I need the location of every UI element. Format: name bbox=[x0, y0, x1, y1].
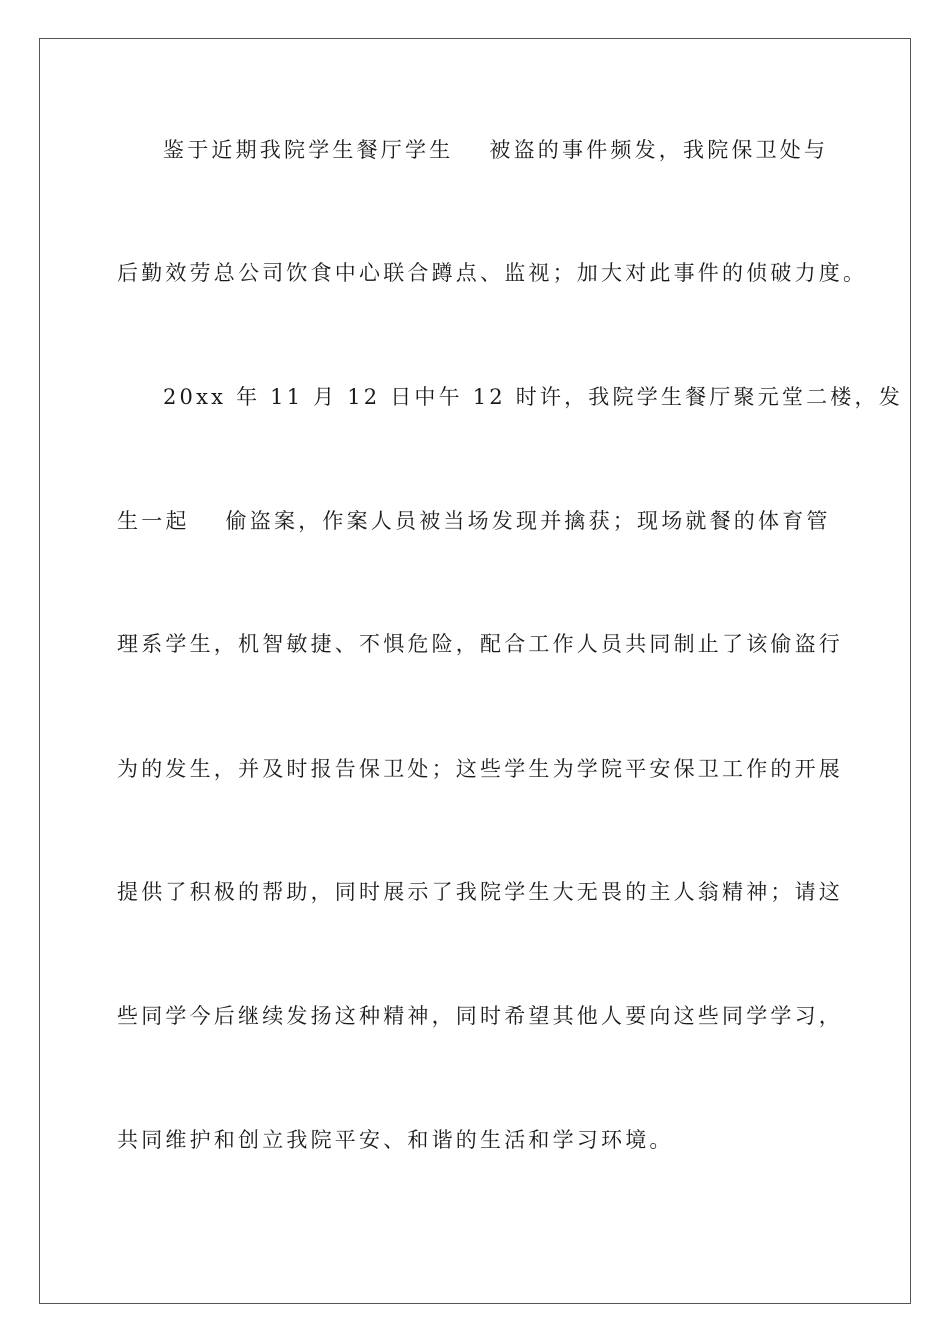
page-border bbox=[39, 38, 911, 1304]
paragraph-1-line-2: 后勤效劳总公司饮食中心联合蹲点、监视；加大对此事件的侦破力度。 bbox=[117, 261, 868, 285]
paragraph-2-line-1: 20xx 年 11 月 12 日中午 12 时许，我院学生餐厅聚元堂二楼，发 bbox=[163, 385, 903, 409]
paragraph-2-line-4: 为的发生，并及时报告保卫处；这些学生为学院平安保卫工作的开展 bbox=[117, 757, 843, 781]
paragraph-2-line-3: 理系学生，机智敏捷、不惧危险，配合工作人员共同制止了该偷盗行 bbox=[117, 632, 843, 656]
text-segment: 被盗的事件频发，我院保卫处与 bbox=[489, 138, 829, 162]
paragraph-2-line-6: 些同学今后继续发扬这种精神，同时希望其他人要向这些同学学习， bbox=[117, 1004, 843, 1028]
paragraph-2-line-2 bbox=[117, 507, 837, 535]
paragraph-1-line-1 bbox=[163, 136, 883, 164]
paragraph-2-line-5: 提供了积极的帮助，同时展示了我院学生大无畏的主人翁精神；请这 bbox=[117, 880, 843, 904]
text-segment: 鉴于近期我院学生餐厅学生 bbox=[163, 138, 454, 162]
paragraph-2-line-7: 共同维护和创立我院平安、和谐的生活和学习环境。 bbox=[117, 1128, 674, 1152]
text-segment: 生一起 bbox=[117, 509, 190, 533]
text-segment: 偷盗案，作案人员被当场发现并擒获；现场就餐的体育管 bbox=[225, 509, 831, 533]
